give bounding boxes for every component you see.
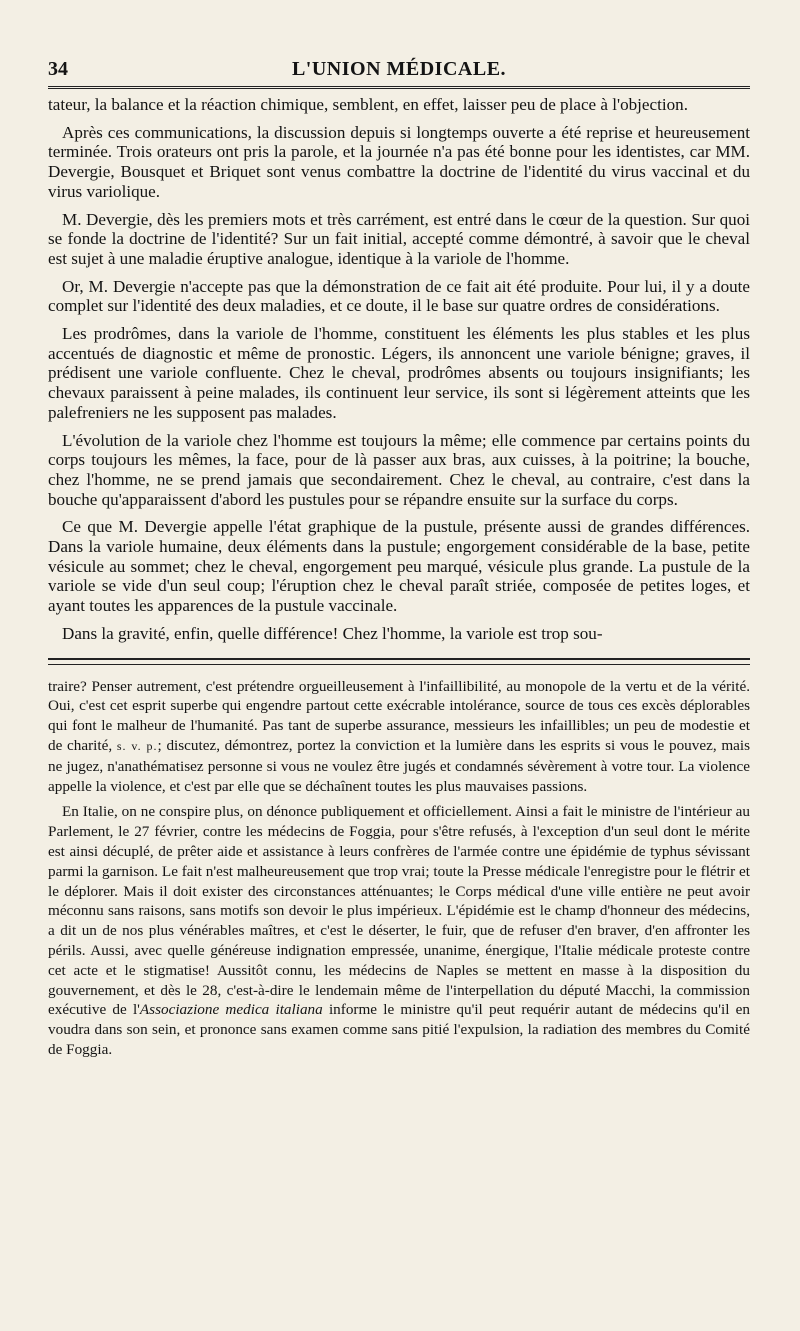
association-name: Associazione medica italiana <box>139 1001 323 1019</box>
paragraph: Dans la gravité, enfin, quelle différence! Chez l'homme, la variole est trop sou- <box>62 623 603 643</box>
paragraph: Ce que M. Devergie appelle l'état graphique de la pustule, présente aussi de grandes différences. Dans la variole humaine, deux éléments dans la pustule; engorgement considérable de la base, petite vésicule au sommet; chez le cheval, engorgement peu marqué, vésicule plus grande. La pustule de la variole se vide d'un seul coup; l'éruption chez le cheval paraît striée, composée de petites loges, et ayant toutes les apparences de la pustule vaccinale. <box>48 517 750 616</box>
paragraph: Or, M. Devergie n'accepte pas que la démonstration de ce fait ait été produite. Pour lui, il y a doute complet sur l'identité des deux maladies, et ce doute, il le base sur quatre ordres de considérations. <box>48 276 750 316</box>
footnote-paragraph <box>48 677 750 797</box>
signature-abbrev: s. v. p. <box>116 738 158 753</box>
paragraph: Après ces communications, la discussion depuis si longtemps ouverte a été reprise et heureusement terminée. Trois orateurs ont pris la parole, et la journée n'a pas été bonne pour les identistes, car MM. Devergie, Bousquet et Briquet sont venus combattre la doctrine de l'identité du virus vaccinal et du virus variolique. <box>48 122 750 201</box>
main-text <box>48 95 750 644</box>
footnote-text: traire? Penser autrement, c'est prétendre orgueilleusement à l'infaillibilité, au monopole de la vertu et de la vérité. Oui, c'est cet esprit superbe qui engendre partout cette exécrable intolérance, source de tous ces excès déplorables qui font le malheur de l'humanité. Pas tant de superbe assurance, messieurs les infaillibles; un peu de modestie et de charité, <box>48 677 750 754</box>
footnote-paragraph <box>48 802 750 1059</box>
page-number: 34 <box>48 58 68 80</box>
paragraph: tateur, la balance et la réaction chimique, semblent, en effet, laisser peu de place à l'objection. <box>48 95 688 114</box>
footnote-text: ; discutez, démontrez, portez la conviction et la lumière dans les esprits si vous le pouvez, mais ne jugez, n'anathématisez personne si vous ne voulez être jugés et condamnés sévèrement à votre tour. La violence appelle la violence, et c'est par elle que se déchaînent toutes les plus mauvaises passions. <box>48 736 751 795</box>
paragraph: M. Devergie, dès les premiers mots et très carrément, est entré dans le cœur de la question. Sur quoi se fonde la doctrine de l'identité? Sur un fait initial, accepté comme démontré, à savoir que le cheval est sujet à une maladie éruptive analogue, identique à la variole de l'homme. <box>48 209 750 268</box>
paragraph: L'évolution de la variole chez l'homme est toujours la même; elle commence par certains points du corps toujours les mêmes, la face, pour de là passer aux bras, aux cuisses, à la poitrine; la bouche, chez l'homme, ne se prend jamais que secondairement. Chez le cheval, au contraire, c'est dans la bouche qu'apparaissent d'abord les pustules pour se répandre ensuite sur la surface du corps. <box>48 430 750 509</box>
footnote-divider <box>48 658 750 665</box>
running-title: L'UNION MÉDICALE. <box>291 58 507 80</box>
paragraph: Les prodrômes, dans la variole de l'homme, constituent les éléments les plus stables et les plus accentués de diagnostic et même de pronostic. Légers, ils annoncent une variole bénigne; graves, il prédisent une variole confluente. Chez le cheval, prodrômes absents ou toujours insignifiants; les chevaux paraissent à peine malades, ils continuent leur service, ils sont si légèrement atteints que les palefreniers ne les supposent pas malades. <box>48 324 750 422</box>
footnote-text: En Italie, on ne conspire plus, on dénonce publiquement et officiellement. Ainsi a fait le ministre de l'intérieur au Parlement, le 27 février, contre les médecins de Foggia, pour s'être refusés, à l'exception d'un seul dont le mérite est ainsi décuplé, de prêter aide et assistance à leurs confrères de l'armée contre une épidémie de typhus sévissant parmi la garnison. Le fait n'est malheureusement que trop vrai; toute la Presse médicale l'enregistre pour le flétrir et le déplorer. Mais il doit exister des circonstances atténuantes; le Corps médical d'une ville entière ne peut avoir méconnu sans raisons, sans motifs son devoir le plus impérieux. L'épidémie est le champ d'honneur des médecins, a dit un de nos plus vénérables maîtres, et c'est le déserter, le fuir, que de refuser d'en braver, d'en affronter les périls. Aussi, avec quelle généreuse indignation empressée, unanime, énergique, l'Italie médicale proteste contre cet acte et le stigmatise! Aussitôt connu, les médecins de Naples se mettent en masse à la disposition du gouvernement, et dès le 28, c'est-à-dire le lendemain même de l'interpellation du député Macchi, la commission exécutive de l' <box>48 803 750 1019</box>
footnote-section <box>48 677 750 1060</box>
page-header <box>48 56 750 89</box>
footnote-text: informe le ministre qu'il peut requérir autant de médecins qu'il en voudra dans son sein, et prononce sans examen comme sans pitié l'expulsion, la radiation des membres du Comité de Foggia. <box>48 1001 750 1058</box>
